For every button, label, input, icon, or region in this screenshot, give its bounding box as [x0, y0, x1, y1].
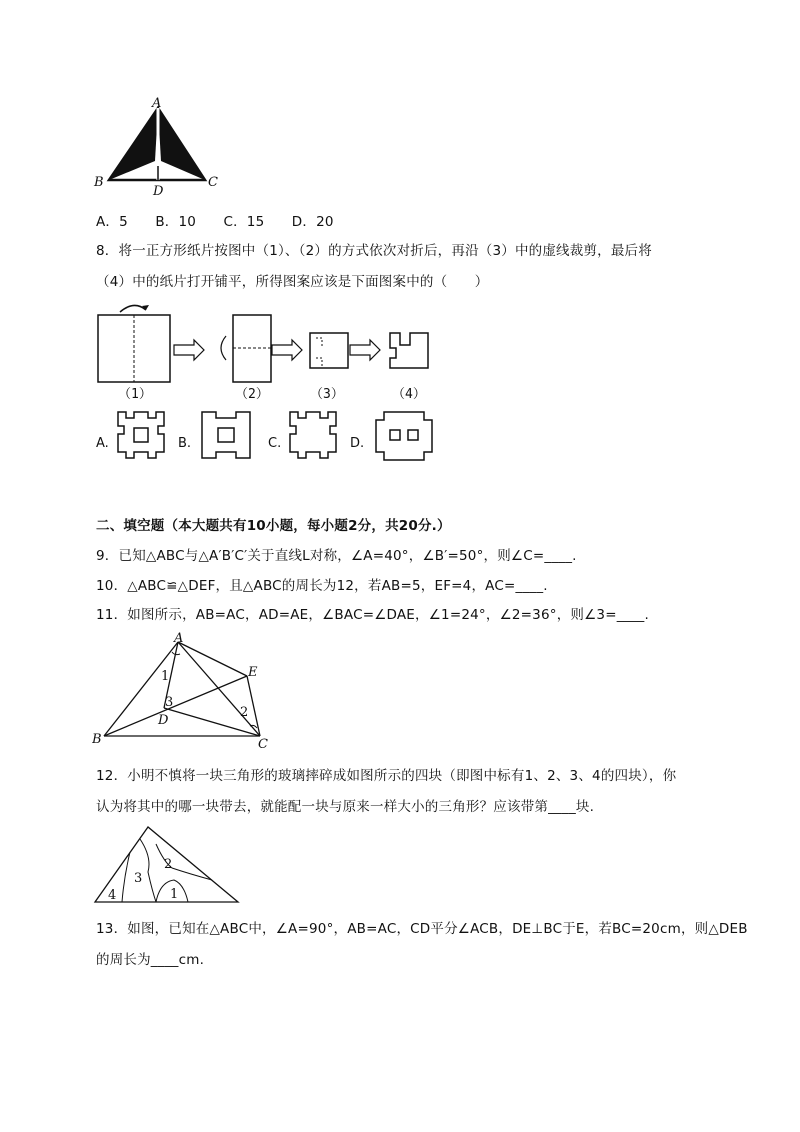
q13-text-line2: 的周长为____cm.	[96, 952, 205, 968]
piece-4-label: 4	[108, 888, 117, 903]
q8-folding-figure	[92, 300, 442, 400]
piece-2-label: 2	[164, 857, 173, 872]
option-c-label: C.	[268, 436, 282, 451]
q12-text-line1: 12．小明不慎将一块三角形的玻璃摔碎成如图所示的四块（即图中标有1、2、3、4的四块），你	[96, 768, 677, 784]
option-b-label: B.	[178, 436, 192, 451]
option-b-shape	[196, 408, 258, 464]
label-D: D	[158, 713, 169, 728]
piece-3-label: 3	[134, 871, 143, 886]
q12-broken-glass-figure	[92, 822, 242, 906]
label-A: A	[174, 631, 184, 646]
angle-3-label: 3	[165, 695, 174, 710]
angle-2-label: 2	[240, 705, 249, 720]
label-C: C	[208, 175, 218, 190]
section-2-heading: 二、填空题（本大题共有10小题，每小题2分，共20分.）	[96, 518, 451, 534]
caption-3: （3）	[310, 387, 344, 400]
label-D: D	[153, 184, 164, 199]
label-E: E	[248, 665, 258, 680]
label-C: C	[258, 737, 268, 750]
option-c-shape	[284, 408, 342, 464]
q12-text-line2: 认为将其中的哪一块带去，就能配一块与原来一样大小的三角形？应该带第____块.	[96, 799, 595, 815]
q13-text-line1: 13．如图，已知在△ABC中，∠A=90°，AB=AC，CD平分∠ACB，DE⊥BC于E，若BC=20cm，则△DEB	[96, 921, 748, 937]
q10-text: 10．△ABC≌△DEF，且△ABC的周长为12，若AB=5，EF=4，AC=____.	[96, 578, 548, 594]
piece-1-label: 1	[170, 887, 179, 902]
option-d-label: D.	[350, 436, 365, 451]
angle-1-label: 1	[161, 669, 170, 684]
caption-2: （2）	[235, 387, 269, 400]
caption-1: （1）	[118, 387, 152, 400]
option-d-shape	[368, 408, 440, 464]
q9-text: 9．已知△ABC与△A′B′C′关于直线L对称，∠A=40°，∠B′=50°，则∠C=____.	[96, 548, 577, 564]
q11-text: 11．如图所示，AB=AC，AD=AE，∠BAC=∠DAE，∠1=24°，∠2=36°，则∠3=____.	[96, 607, 649, 623]
q7-triangle-figure	[92, 96, 232, 200]
q8-text-line2: （4）中的纸片打开铺平，所得图案应该是下面图案中的（ ）	[96, 274, 489, 290]
option-a-label: A.	[96, 436, 109, 451]
q8-text-line1: 8．将一正方形纸片按图中（1）、（2）的方式依次对折后，再沿（3）中的虚线裁剪，最后将	[96, 243, 652, 259]
label-A: A	[152, 96, 162, 111]
option-a-shape	[112, 408, 170, 464]
label-B: B	[94, 175, 104, 190]
q7-options: A．5 B．10 C．15 D．20	[96, 214, 334, 230]
label-B: B	[92, 732, 102, 747]
caption-4: （4）	[392, 387, 426, 400]
q11-triangle-figure	[92, 630, 282, 750]
